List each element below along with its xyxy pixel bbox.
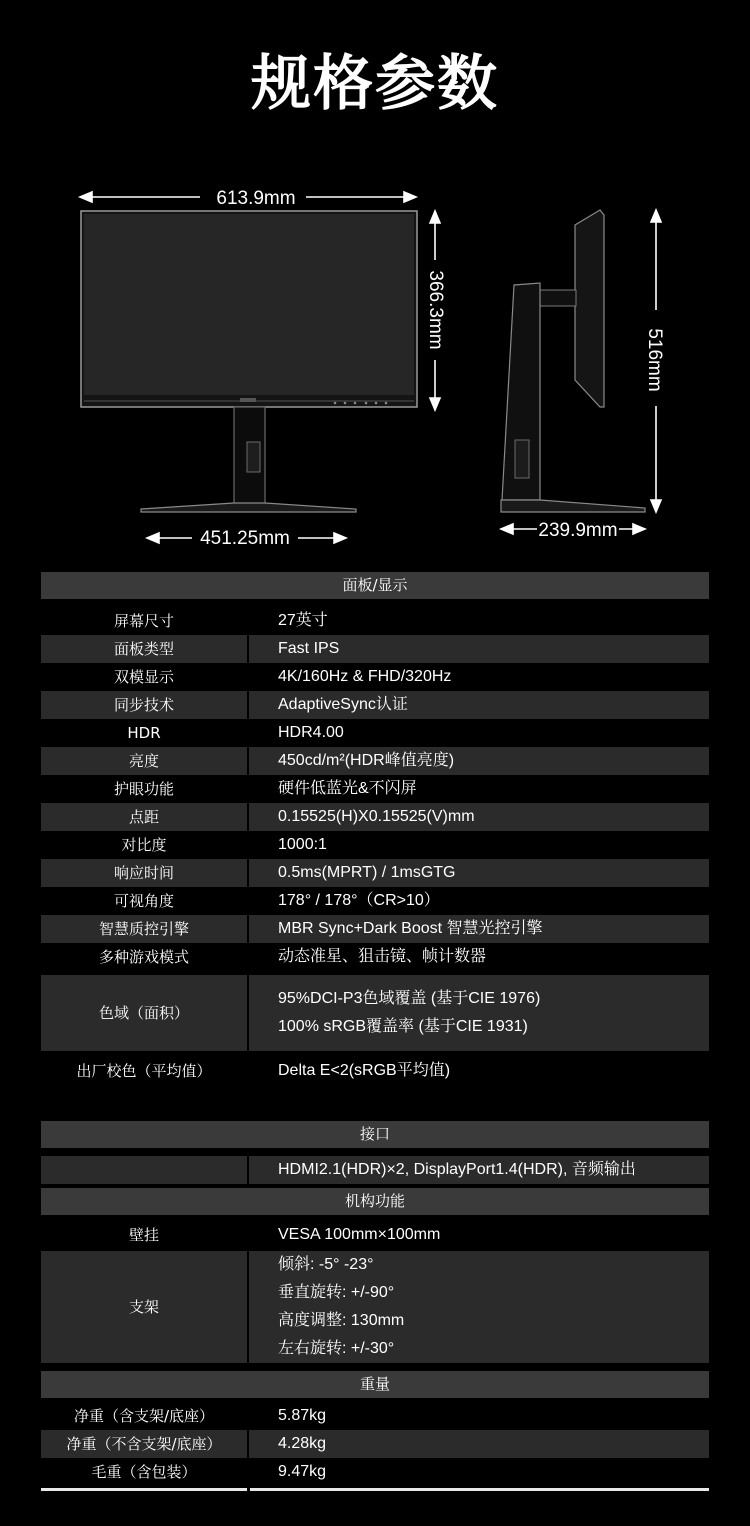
side-depth-label: 239.9mm — [538, 520, 618, 541]
spec-row-stand: 支架 倾斜: -5° -23° 垂直旋转: +/-90° 高度调整: 130mm 左右旋转: +/-30° — [41, 1251, 709, 1363]
spec-row-sync: 同步技术 AdaptiveSync认证 — [41, 691, 709, 719]
spec-row-viewing-angle: 可视角度 178° / 178°（CR>10） — [113, 892, 440, 910]
spec-row-color-gamut: 色域（面积） 95%DCI-P3色域覆盖 (基于CIE 1976) 100% sRGB覆盖率 (基于CIE 1931) — [41, 975, 709, 1051]
monitor-side-view — [501, 210, 645, 512]
spec-row-smart-engine: 智慧质控引擎 MBR Sync+Dark Boost 智慧光控引擎 — [41, 915, 709, 943]
stand-line: 倾斜: -5° -23° — [278, 1256, 374, 1273]
spec-row-response-time: 响应时间 0.5ms(MPRT) / 1msGTG — [41, 859, 709, 887]
stand-line: 垂直旋转: +/-90° — [278, 1284, 395, 1301]
spec-row-net-weight-without-stand: 净重（不含支架/底座） 4.28kg — [41, 1430, 709, 1458]
stand-line: 左右旋转: +/-30° — [278, 1340, 395, 1357]
page-title: 规格参数 — [251, 49, 499, 119]
dimension-diagram — [0, 170, 750, 560]
base-width-label: 451.25mm — [200, 528, 290, 549]
bottom-rule — [41, 1488, 709, 1491]
section-header-panel: 面板/显示 — [41, 572, 709, 599]
spec-row-panel-type: 面板类型 Fast IPS — [41, 635, 709, 663]
spec-row-gross-weight: 毛重（含包装） 9.47kg — [91, 1463, 327, 1481]
section-header-mechanics: 机构功能 — [41, 1188, 709, 1215]
spec-row-hdr: HDR HDR4.00 — [127, 724, 344, 742]
spec-row-screen-size: 屏幕尺寸 27英寸 — [113, 612, 328, 630]
spec-row-brightness: 亮度 450cd/m²(HDR峰值亮度) — [41, 747, 709, 775]
spec-row-eye-care: 护眼功能 硬件低蓝光&不闪屏 — [113, 780, 417, 798]
spec-table — [41, 572, 709, 1491]
spec-row-calibration: 出厂校色（平均值） Delta E<2(sRGB平均值) — [76, 1062, 451, 1080]
front-height-label: 366.3mm — [425, 270, 446, 350]
spec-row-wall-mount: 壁挂 VESA 100mm×100mm — [128, 1226, 441, 1244]
stand-line: 高度调整: 130mm — [278, 1312, 405, 1329]
spec-row-net-weight-with-stand: 净重（含支架/底座） 5.87kg — [73, 1407, 327, 1425]
spec-row-pixel-pitch: 点距 0.15525(H)X0.15525(V)mm — [41, 803, 709, 831]
spec-row-ports: HDMI2.1(HDR)×2, DisplayPort1.4(HDR), 音频输出 — [41, 1156, 709, 1184]
spec-row-game-modes: 多种游戏模式 动态准星、狙击镜、帧计数器 — [98, 948, 487, 966]
spec-row-dual-mode: 双模显示 4K/160Hz & FHD/320Hz — [113, 668, 452, 686]
gamut-line: 100% sRGB覆盖率 (基于CIE 1931) — [278, 1018, 528, 1035]
monitor-front-view — [81, 211, 417, 512]
section-header-ports: 接口 — [41, 1121, 709, 1148]
section-header-weight: 重量 — [41, 1371, 709, 1398]
gamut-line: 95%DCI-P3色域覆盖 (基于CIE 1976) — [278, 990, 541, 1007]
spec-row-contrast: 对比度 1000:1 — [121, 836, 327, 854]
front-width-label: 613.9mm — [216, 188, 296, 209]
side-height-label: 516mm — [644, 328, 665, 392]
